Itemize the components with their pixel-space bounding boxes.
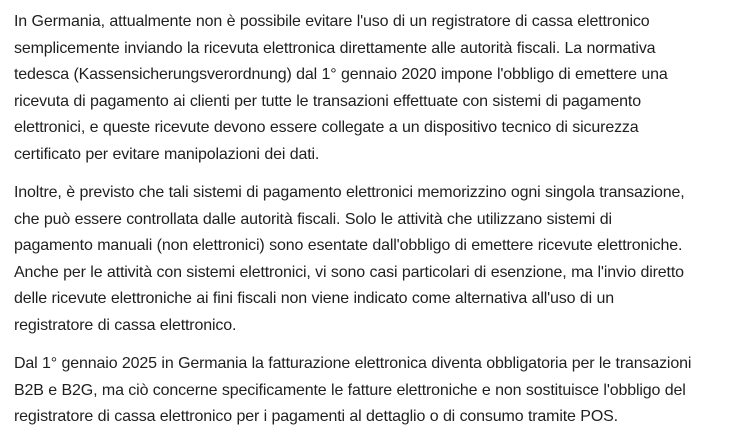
paragraph-2: Inoltre, è previsto che tali sistemi di pagamento elettronici memorizzino ogni singola transazione, che può essere controllata dalle autorità fiscali. Solo le attività che utilizzano sistemi di pagamento manuali (non elettronici) sono esentate dall'obbligo di emettere ricevute elettroniche. Anche per le attività con sistemi elettronici, vi sono casi particolari di esenzione, ma l'invio diretto delle ricevute elettroniche ai fini fiscali non viene indicato come alternativa all'uso di un registratore di cassa elettronico. (14, 184, 685, 334)
response-text (14, 9, 748, 443)
paragraph-3: Dal 1° gennaio 2025 in Germania la fatturazione elettronica diventa obbligatoria per le transazioni B2B e B2G, ma ciò concerne specificamente le fatture elettroniche e non sostituisce l'obbligo del registratore di cassa elettronico per i pagamenti al dettaglio o di consumo tramite POS. (14, 355, 692, 425)
paragraph-1: In Germania, attualmente non è possibile evitare l'uso di un registratore di cassa elettronico semplicemente inviando la ricevuta elettronica direttamente alle autorità fiscali. La normativa tedesca (Kassensicherungsverordnung) dal 1° gennaio 2020 impone l'obbligo di emettere una ricevuta di pagamento ai clienti per tutte le transazioni effettuate con sistemi di pagamento elettronici, e queste ricevute devono essere collegate a un dispositivo tecnico di sicurezza certificato per evitare manipolazioni dei dati. (14, 13, 668, 163)
